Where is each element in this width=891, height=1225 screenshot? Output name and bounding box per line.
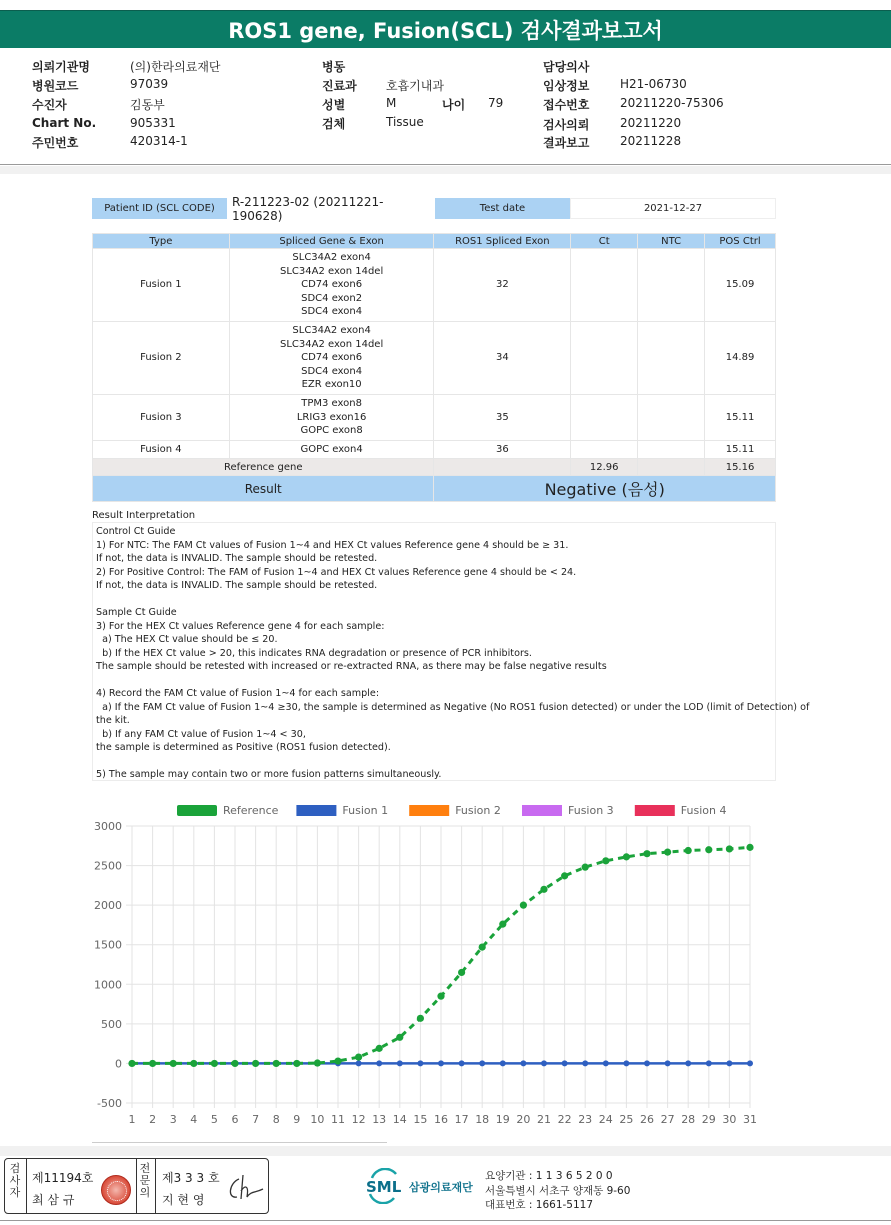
data-point	[211, 1060, 218, 1067]
reference-pos: 15.16	[705, 459, 776, 476]
data-point	[643, 850, 650, 857]
ntc-value	[638, 394, 705, 440]
vertical-char: 사	[9, 1174, 21, 1187]
spliced-genes	[229, 249, 434, 322]
divider	[136, 1159, 137, 1213]
x-tick-label: 12	[351, 1113, 366, 1126]
org-info-line: 서울특별시 서초구 양재동 9-60	[485, 1184, 631, 1197]
gene-exon: SLC34A2 exon4	[292, 252, 371, 263]
header-label: 병원코드	[32, 79, 79, 93]
data-point	[149, 1060, 156, 1067]
col-pos-ctrl: POS Ctrl	[705, 234, 776, 249]
legend-swatch	[635, 805, 675, 816]
header-label: 검사의뢰	[543, 118, 590, 132]
header-value: 97039	[130, 77, 169, 91]
header-label: 접수번호	[543, 98, 590, 112]
vertical-char: 자	[9, 1186, 21, 1199]
interpretation-line: 4) Record the FAM Ct value of Fusion 1~4 for each sample:	[96, 688, 380, 699]
gene-exon: LRIG3 exon16	[296, 411, 367, 423]
x-tick-label: 15	[413, 1113, 428, 1126]
data-point	[293, 1060, 300, 1067]
header-label: 임상정보	[543, 79, 590, 93]
gene-exon: CD74 exon6	[301, 352, 363, 364]
col-ros1-exon: ROS1 Spliced Exon	[434, 234, 571, 249]
x-tick-label: 27	[660, 1113, 675, 1126]
ros1-exon: 35	[434, 394, 571, 440]
y-tick-label: 1000	[94, 978, 122, 992]
data-point	[685, 847, 692, 854]
pos-ctrl-value: 15.11	[705, 440, 776, 459]
data-point	[417, 1060, 423, 1066]
gray-band-bottom	[0, 1146, 891, 1156]
vertical-char: 전	[139, 1162, 151, 1175]
specimen-label: 검체	[322, 117, 346, 131]
interpretation-line: b) If the HEX Ct value > 20, this indicates RNA degradation or presence of PCR inhibitors.	[96, 647, 532, 659]
divider	[155, 1159, 156, 1213]
header-label: 담당의사	[543, 60, 590, 74]
data-point	[582, 864, 589, 871]
gene-exon: GOPC exon4	[300, 443, 363, 455]
x-tick-label: 13	[372, 1113, 387, 1126]
x-tick-label: 16	[434, 1113, 448, 1126]
reference-row	[93, 459, 776, 476]
data-point	[665, 1060, 671, 1066]
data-point	[582, 1060, 588, 1066]
signature-box	[4, 1158, 269, 1214]
data-point	[273, 1060, 280, 1067]
org-info-line: 요양기관 : 1 1 3 6 5 2 0 0	[485, 1170, 613, 1182]
ct-value	[571, 394, 638, 440]
col-type: Type	[93, 234, 230, 249]
data-point	[355, 1053, 362, 1060]
data-point	[314, 1059, 321, 1066]
y-tick-label: 3000	[94, 820, 122, 833]
data-point	[479, 943, 486, 950]
interpretation-title: Result Interpretation	[92, 510, 196, 521]
legend-label: Fusion 3	[568, 804, 614, 817]
data-point	[747, 1060, 753, 1066]
ros1-exon: 34	[434, 321, 571, 394]
header-value: 420314-1	[130, 134, 188, 148]
results-table	[92, 233, 776, 502]
x-tick-label: 31	[743, 1113, 757, 1126]
ntc-value	[638, 249, 705, 322]
legend-label: Fusion 2	[455, 804, 501, 817]
data-point	[458, 969, 465, 976]
org-info	[485, 1169, 630, 1213]
gene-exon: SLC34A2 exon 14del	[280, 338, 384, 350]
sex-label: 성별	[322, 98, 346, 112]
age-label: 나이	[442, 98, 466, 112]
interpretation-line	[96, 674, 772, 688]
x-tick-label: 6	[231, 1113, 239, 1126]
gene-exon: TPM3 exon8	[301, 397, 362, 409]
data-point	[664, 849, 671, 856]
fusion-type: Fusion 4	[93, 440, 230, 459]
verifier-name: 지 현 영	[162, 1193, 205, 1207]
vertical-char: 검	[9, 1162, 21, 1175]
data-point	[334, 1057, 341, 1064]
x-tick-label: 17	[454, 1113, 469, 1126]
amplification-chart	[80, 796, 780, 1126]
divider	[0, 164, 891, 165]
data-point	[396, 1034, 403, 1041]
x-tick-label: 5	[210, 1113, 218, 1126]
pos-ctrl-value: 15.11	[705, 394, 776, 440]
pos-ctrl-value: 14.89	[705, 321, 776, 394]
bottom-divider	[0, 1220, 891, 1221]
data-point	[623, 853, 630, 860]
legend-swatch	[522, 805, 562, 816]
sex-value: M	[386, 96, 397, 110]
data-point	[417, 1015, 424, 1022]
data-point	[128, 1060, 135, 1067]
ct-value	[571, 440, 638, 459]
verifier-vertical-label	[138, 1163, 152, 1199]
x-tick-label: 29	[701, 1113, 716, 1126]
header-label: 결과보고	[543, 136, 590, 150]
y-tick-label: 1500	[94, 938, 122, 952]
x-tick-label: 14	[392, 1113, 407, 1126]
data-point	[397, 1060, 403, 1066]
test-date-value: 2021-12-27	[570, 198, 776, 219]
header-label: 주민번호	[32, 136, 79, 150]
x-tick-label: 30	[722, 1113, 737, 1126]
data-point	[252, 1060, 259, 1067]
x-tick-label: 28	[681, 1113, 696, 1126]
interpretation-line: the sample is determined as Positive (ROS1 fusion detected).	[96, 742, 391, 753]
table-row	[93, 321, 776, 394]
legend-label: Fusion 1	[342, 804, 389, 817]
data-point	[376, 1060, 382, 1066]
gene-exon: SLC34A2 exon4	[292, 324, 371, 336]
header-label: 의뢰기관명	[32, 60, 90, 74]
pos-ctrl-value: 15.09	[705, 249, 776, 322]
data-point	[170, 1060, 177, 1067]
ros1-exon: 36	[434, 440, 571, 459]
data-point	[500, 1060, 506, 1066]
x-tick-label: 20	[516, 1113, 531, 1126]
y-tick-label: 2500	[94, 859, 122, 873]
reference-label: Reference gene	[93, 459, 434, 476]
ward-label: 병동	[322, 60, 346, 74]
x-tick-label: 18	[475, 1113, 490, 1126]
col-ct: Ct	[571, 234, 638, 249]
org-info-line: 대표번호 : 1661-5117	[485, 1199, 594, 1211]
fusion-type: Fusion 3	[93, 394, 230, 440]
interpretation-line: Sample Ct Guide	[96, 607, 177, 618]
result-row	[93, 476, 776, 502]
spliced-genes	[229, 440, 434, 459]
x-tick-label: 11	[331, 1113, 345, 1126]
interpretation-line: b) If any FAM Ct value of Fusion 1~4 < 30,	[96, 728, 306, 740]
y-tick-label: 500	[101, 1017, 122, 1031]
data-point	[602, 857, 609, 864]
y-tick-label: -500	[97, 1097, 122, 1110]
x-tick-label: 19	[495, 1113, 510, 1126]
reference-exon	[434, 459, 571, 476]
table-row	[93, 394, 776, 440]
table-header-row	[93, 234, 776, 249]
patient-id-label: Patient ID (SCL CODE)	[92, 198, 227, 219]
interpretation-line: a) If the FAM Ct value of Fusion 1~4 ≥30, the sample is determined as Negative (No ROS1 fusion detected) or under the LOD (limit of Detection) of	[96, 701, 810, 713]
interpretation-line: a) The HEX Ct value should be ≤ 20.	[96, 634, 278, 645]
data-point	[520, 1060, 526, 1066]
interpretation-line: If not, the data is INVALID. The sample should be retested.	[96, 580, 378, 591]
data-point	[520, 902, 527, 909]
data-point	[705, 846, 712, 853]
x-tick-label: 21	[537, 1113, 551, 1126]
table-row	[93, 249, 776, 322]
data-point	[726, 845, 733, 852]
x-tick-label: 10	[310, 1113, 325, 1126]
verifier-license: 제3 3 3 호	[162, 1171, 220, 1185]
chart-underline	[92, 1142, 387, 1143]
dept-label: 진료과	[322, 79, 357, 93]
reference-ct: 12.96	[571, 459, 638, 476]
data-point	[726, 1060, 732, 1066]
interpretation-line	[96, 593, 772, 607]
vertical-char: 문	[139, 1174, 151, 1187]
legend-swatch	[409, 805, 449, 816]
header-label: 수진자	[32, 98, 67, 112]
interpretation-line: The sample should be retested with increased or re-extracted RNA, as there may be false negative results	[96, 661, 607, 672]
data-point	[562, 1060, 568, 1066]
data-point	[438, 1060, 444, 1066]
fusion-type: Fusion 2	[93, 321, 230, 394]
data-point	[459, 1060, 465, 1066]
header-value: H21-06730	[620, 77, 687, 91]
test-date-label: Test date	[435, 198, 570, 219]
ntc-value	[638, 440, 705, 459]
data-point	[623, 1060, 629, 1066]
legend-swatch	[177, 805, 217, 816]
dept-value: 호흡기내과	[386, 79, 444, 93]
inspector-name: 최 삼 규	[32, 1193, 75, 1207]
inspector-license: 제11194호	[32, 1171, 94, 1185]
header-value: 20211228	[620, 134, 682, 148]
result-value: Negative (음성)	[434, 476, 776, 502]
data-point	[603, 1060, 609, 1066]
interpretation-line: If not, the data is INVALID. The sample should be retested.	[96, 553, 378, 564]
ct-value	[571, 249, 638, 322]
gene-exon: EZR exon10	[301, 379, 362, 391]
data-point	[746, 844, 753, 851]
header-value: (의)한라의료재단	[130, 60, 221, 74]
x-tick-label: 23	[578, 1113, 593, 1126]
org-logo-text: SML	[366, 1178, 402, 1196]
ntc-value	[638, 321, 705, 394]
data-point	[499, 921, 506, 928]
interpretation-line: 3) For the HEX Ct values Reference gene 4 for each sample:	[96, 620, 385, 632]
fusion-type: Fusion 1	[93, 249, 230, 322]
header-value: 김동부	[130, 98, 165, 112]
interpretation-line	[96, 755, 772, 769]
divider	[26, 1159, 27, 1213]
interpretation-line: the kit.	[96, 715, 130, 726]
data-point	[540, 886, 547, 893]
interpretation-line: Control Ct Guide	[96, 526, 176, 537]
y-tick-label: 2000	[94, 899, 122, 913]
data-point	[706, 1060, 712, 1066]
interpretation-box	[92, 522, 810, 781]
signature-icon	[225, 1173, 265, 1203]
x-tick-label: 25	[619, 1113, 634, 1126]
data-point	[561, 872, 568, 879]
x-tick-label: 26	[640, 1113, 654, 1126]
result-label: Result	[93, 476, 434, 502]
gene-exon: SLC34A2 exon 14del	[280, 265, 384, 277]
ct-value	[571, 321, 638, 394]
inspector-vertical-label	[8, 1163, 22, 1199]
x-tick-label: 8	[272, 1113, 280, 1126]
vertical-char: 의	[139, 1186, 151, 1199]
spliced-genes	[229, 321, 434, 394]
data-point	[541, 1060, 547, 1066]
x-tick-label: 4	[190, 1113, 198, 1126]
reference-ntc	[638, 459, 705, 476]
ros1-exon: 32	[434, 249, 571, 322]
gene-exon: CD74 exon6	[301, 279, 363, 291]
x-tick-label: 1	[128, 1113, 136, 1126]
legend-label: Reference	[223, 804, 279, 817]
org-name: 삼광의료재단	[409, 1181, 473, 1194]
patient-id-value: R-211223-02 (20211221-190628)	[232, 194, 384, 223]
data-point	[231, 1060, 238, 1067]
interpretation-line: 2) For Positive Control: The FAM of Fusion 1~4 and HEX Ct values Reference gene 4 should be < 24.	[96, 566, 577, 578]
gray-band	[0, 166, 891, 174]
seal-stamp-icon	[101, 1175, 131, 1205]
data-point	[356, 1060, 362, 1066]
report-title: ROS1 gene, Fusion(SCL) 검사결과보고서	[0, 10, 891, 48]
header-value: 905331	[130, 116, 176, 130]
gene-exon: SDC4 exon4	[301, 306, 363, 318]
col-ntc: NTC	[638, 234, 705, 249]
legend-swatch	[296, 805, 336, 816]
header-label: Chart No.	[32, 116, 97, 130]
interpretation-line: 1) For NTC: The FAM Ct values of Fusion 1~4 and HEX Ct values Reference gene 4 should be ≥ 31.	[96, 539, 569, 551]
data-point	[644, 1060, 650, 1066]
patient-id-row	[92, 194, 776, 223]
x-tick-label: 3	[169, 1113, 177, 1126]
x-tick-label: 22	[557, 1113, 572, 1126]
spliced-genes	[229, 394, 434, 440]
gene-exon: GOPC exon8	[300, 425, 363, 437]
x-tick-label: 9	[293, 1113, 301, 1126]
data-point	[479, 1060, 485, 1066]
age-value: 79	[488, 96, 504, 110]
data-point	[190, 1060, 197, 1067]
gene-exon: SDC4 exon2	[301, 292, 363, 304]
interpretation-line: 5) The sample may contain two or more fusion patterns simultaneously.	[96, 769, 442, 780]
x-tick-label: 7	[252, 1113, 260, 1126]
legend-label: Fusion 4	[680, 804, 727, 817]
data-point	[437, 993, 444, 1000]
data-point	[685, 1060, 691, 1066]
gene-exon: SDC4 exon4	[301, 365, 363, 377]
header-value: 20211220-75306	[620, 96, 724, 110]
x-tick-label: 24	[598, 1113, 613, 1126]
col-gene: Spliced Gene & Exon	[229, 234, 434, 249]
specimen-value: Tissue	[386, 115, 424, 129]
data-point	[376, 1045, 383, 1052]
header-value: 20211220	[620, 116, 682, 130]
y-tick-label: 0	[115, 1057, 122, 1071]
table-row	[93, 440, 776, 459]
x-tick-label: 2	[149, 1113, 157, 1126]
